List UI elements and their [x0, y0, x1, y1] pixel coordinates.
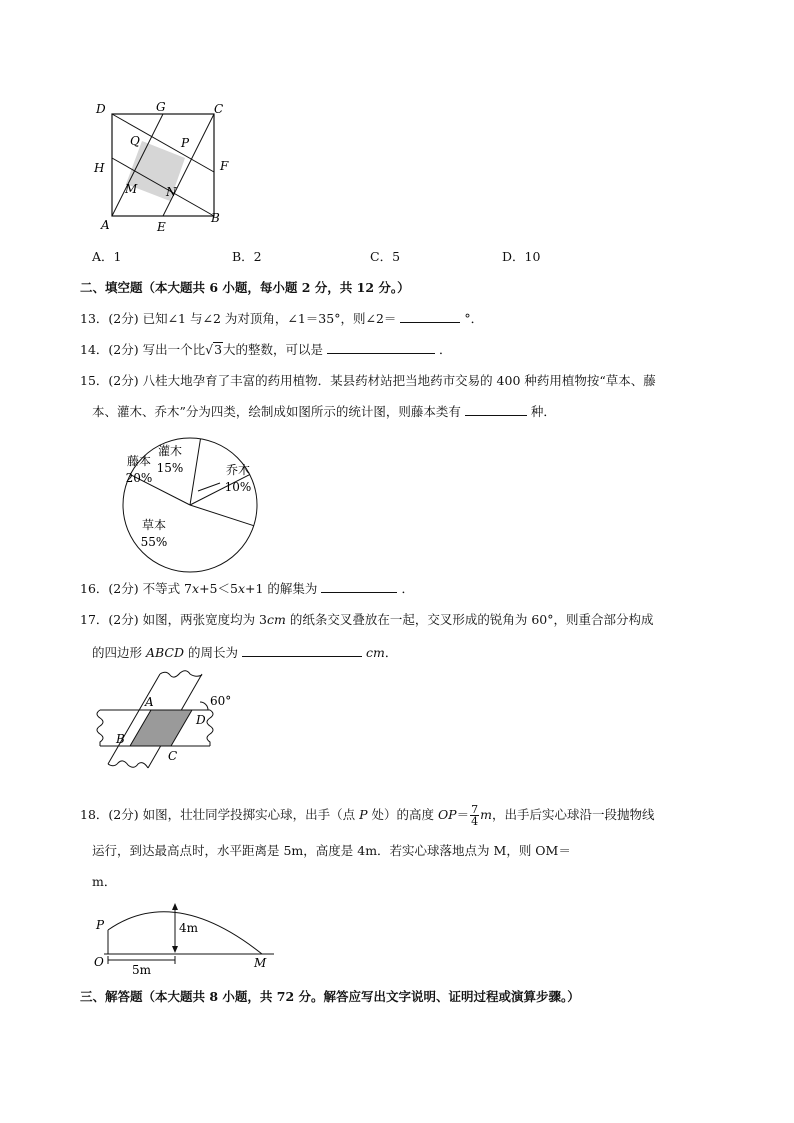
section-3-title: 三、解答题（本大题共 8 小题，共 72 分。解答应写出文字说明、证明过程或演算步骤。）: [80, 989, 580, 1004]
q17-blank: [242, 644, 362, 657]
q18-text-a: 18．(2分) 如图，壮壮同学投掷实心球，出手（点: [80, 807, 360, 822]
section-2-title: 二、填空题（本大题共 6 小题，每小题 2 分，共 12 分。）: [80, 280, 410, 295]
question-17-line2: [92, 644, 397, 662]
question-14: [80, 341, 452, 359]
q15-text: 本、灌木、乔木”分为四类，绘制成如图所示的统计图，则藤本类有: [92, 404, 461, 419]
q13-blank: [400, 310, 460, 323]
label-q: Q: [130, 134, 140, 148]
pie-category-label: 灌木: [157, 444, 183, 458]
label-c: C: [168, 749, 178, 763]
label-h: H: [94, 161, 105, 175]
pie-slice-boundary: [190, 439, 200, 505]
square-figure: [88, 98, 238, 238]
question-15-line2: [92, 403, 556, 421]
label-f: F: [220, 159, 229, 173]
pie-chart: [90, 433, 290, 573]
height-label: 4m: [179, 921, 199, 935]
q14-mid: 大的整数，可以是: [223, 342, 324, 357]
label-c: C: [214, 102, 224, 116]
q16-var-x2: x: [237, 581, 246, 596]
q17-text-b: 的纸条交叉叠放在一起，交叉形成的锐角为 60°，则重合部分构成: [285, 612, 654, 627]
q17-abcd: ABCD: [145, 645, 185, 660]
q18-unit-m: m: [480, 807, 492, 822]
q18-eq: ＝: [456, 807, 470, 822]
question-18-line3: m．: [92, 874, 117, 889]
pie-leader-line: [198, 483, 220, 491]
q17-suffix: ．: [384, 645, 398, 660]
parabola-figure: [88, 896, 288, 978]
option-c: C．5: [370, 249, 401, 264]
q14-radicand: 3: [214, 342, 223, 357]
q15-suffix: 种．: [530, 404, 556, 419]
q13-suffix: °．: [464, 311, 484, 326]
distance-label: 5m: [132, 963, 152, 977]
q13-text: 13．(2分) 已知∠1 与∠2 为对顶角，∠1＝35°，则∠2＝: [80, 311, 397, 326]
q17-text-c: 的四边形: [92, 645, 146, 660]
fraction-numerator: 7: [471, 803, 479, 816]
question-18-line1: [80, 804, 655, 827]
q16-mid1: +5＜5: [199, 581, 238, 596]
option-d: D．10: [502, 249, 541, 264]
pie-group: [123, 438, 257, 572]
q17-text-d: 的周长为: [184, 645, 238, 660]
q16-text: 16．(2分) 不等式 7: [80, 581, 193, 596]
fraction-7-4: [470, 804, 479, 827]
option-a: A．1: [92, 249, 122, 264]
question-18-line2: 运行，到达最高点时，水平距离是 5m，高度是 4m．若实心球落地点为 M，则 OM＝: [92, 843, 571, 858]
pie-value-label: 20%: [125, 471, 153, 485]
pie-category-label: 草本: [141, 518, 167, 532]
label-g: G: [156, 100, 166, 114]
question-17-line1: [80, 611, 653, 629]
fraction-denominator: 4: [471, 815, 479, 828]
q14-text: 14．(2分) 写出一个比: [80, 342, 206, 357]
label-m: M: [254, 956, 267, 970]
label-d: D: [196, 713, 206, 727]
pie-value-label: 15%: [156, 461, 184, 475]
label-p: P: [181, 136, 190, 150]
label-a: A: [145, 695, 154, 709]
question-16: [80, 580, 414, 598]
label-n: N: [166, 185, 177, 199]
option-b: B．2: [232, 249, 262, 264]
rhombus-abcd: [130, 710, 192, 746]
q18-text-d: ，出手后实心球沿一段抛物线: [491, 807, 655, 822]
q17-unit-cm: cm: [267, 612, 286, 627]
label-b: B: [211, 211, 220, 225]
pie-category-label: 乔木: [225, 463, 251, 477]
pie-slice-boundary: [190, 505, 254, 526]
q16-mid2: +1 的解集为: [245, 581, 318, 596]
q18-op: OP: [437, 807, 457, 822]
q17-unit-cm2: cm: [366, 645, 385, 660]
q16-blank: [321, 580, 397, 593]
question-13: [80, 310, 483, 328]
paper-strips-figure: [90, 668, 260, 780]
label-e: E: [157, 220, 166, 234]
q14-suffix: ．: [439, 342, 452, 357]
q17-text-a: 17．(2分) 如图，两张宽度均为 3: [80, 612, 268, 627]
pie-value-label: 55%: [140, 535, 168, 549]
label-b: B: [116, 732, 125, 746]
q18-text-b: 处）的高度: [367, 807, 438, 822]
q15-blank: [465, 403, 527, 416]
angle-label: 60°: [210, 694, 232, 708]
q18-point-p: P: [359, 807, 368, 822]
q16-suffix: ．: [401, 581, 414, 596]
q16-var-x1: x: [192, 581, 200, 596]
pie-value-label: 10%: [224, 480, 252, 494]
label-a: A: [101, 218, 110, 232]
q14-blank: [327, 341, 435, 354]
pie-category-label: 藤本: [126, 454, 152, 468]
label-d: D: [96, 102, 106, 116]
label-o: O: [94, 955, 104, 969]
label-p: P: [96, 918, 105, 932]
label-m: M: [125, 182, 138, 196]
question-15-line1: 15．(2分) 八桂大地孕育了丰富的药用植物．某县药材站把当地药市交易的 400 种药用植物按“草本、藤: [80, 373, 656, 388]
sqrt-sign: √: [205, 342, 214, 357]
